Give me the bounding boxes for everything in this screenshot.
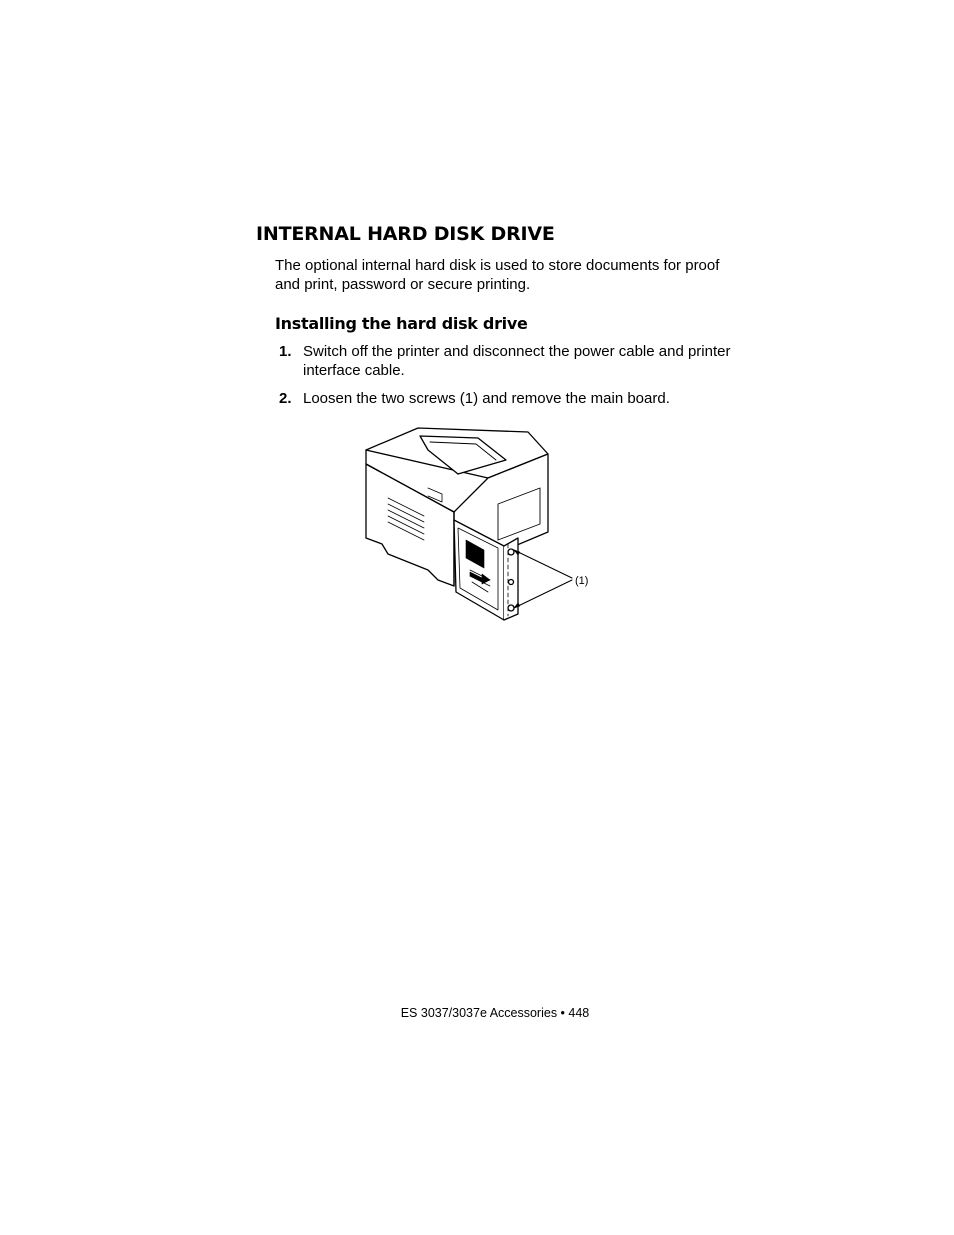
step-item: [275, 342, 745, 380]
printer-illustration: [358, 420, 598, 625]
subsection-title: Installing the hard disk drive: [275, 314, 528, 333]
page-footer: ES 3037/3037e Accessories • 448: [400, 1006, 590, 1020]
step-text: Switch off the printer and disconnect the power cable and printer interface cable.: [303, 343, 731, 379]
step-list: [275, 342, 745, 417]
section-title: INTERNAL HARD DISK DRIVE: [256, 223, 555, 245]
step-number: 1.: [279, 343, 292, 360]
figure-callout-label: (1): [575, 575, 589, 587]
step-text: Loosen the two screws (1) and remove the main board.: [303, 390, 670, 407]
intro-paragraph: The optional internal hard disk is used to store documents for proof and print, password or secure printing.: [275, 257, 720, 293]
step-item: [275, 389, 745, 408]
step-number: 2.: [279, 390, 292, 407]
